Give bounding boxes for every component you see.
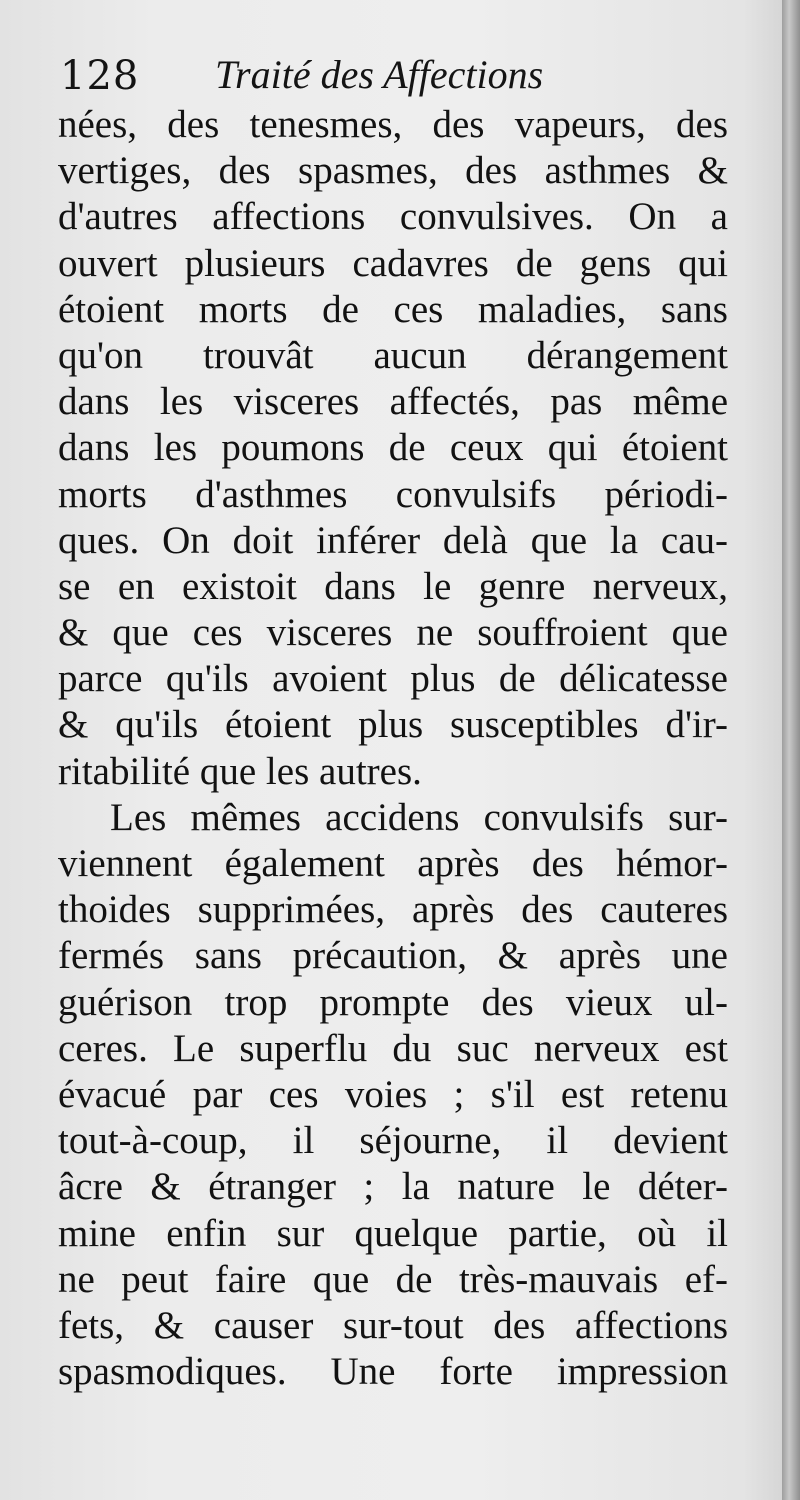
page-header xyxy=(60,45,740,105)
text-line: évacué par ces voies ; s'il est retenu xyxy=(58,1072,728,1116)
text-line: & qu'ils étoient plus susceptibles d'ir- xyxy=(58,703,728,747)
text-line: Les mêmes accidens convulsifs sur- xyxy=(110,795,728,839)
text-line: ne peut faire que de très-mauvais ef- xyxy=(58,1257,728,1301)
text-line: ritabilité que les autres. xyxy=(58,749,422,793)
text-line: se en existoit dans le genre nerveux, xyxy=(58,564,728,608)
text-line: étoient morts de ces maladies, sans xyxy=(58,287,728,331)
paragraph-1 xyxy=(58,102,728,795)
paragraph-2 xyxy=(58,795,728,1395)
page-number: 128 xyxy=(60,53,140,99)
book-gutter xyxy=(782,0,800,1500)
text-line: qu'on trouvât aucun dérangement xyxy=(58,333,728,377)
text-line: dans les visceres affectés, pas même xyxy=(58,380,728,424)
text-line: nées, des tenesmes, des vapeurs, des xyxy=(58,103,728,146)
text-line: morts d'asthmes convulsifs périodi- xyxy=(58,472,728,516)
text-line: ouvert plusieurs cadavres de gens qui xyxy=(58,241,728,285)
text-line: tout-à-coup, il séjourne, il devient xyxy=(58,1119,728,1163)
text-line: ques. On doit inférer delà que la cau- xyxy=(58,518,728,562)
text-line: guérison trop prompte des vieux ul- xyxy=(58,980,728,1024)
text-line: mine enfin sur quelque partie, où il xyxy=(58,1211,728,1255)
text-line: âcre & étranger ; la nature le déter- xyxy=(58,1165,728,1209)
text-line: dans les poumons de ceux qui étoient xyxy=(58,426,728,470)
running-title: Traité des Affections xyxy=(215,52,544,97)
text-line: ceres. Le superflu du suc nerveux est xyxy=(58,1026,728,1070)
text-line: thoides supprimées, après des cauteres xyxy=(58,888,728,932)
text-line: vertiges, des spasmes, des asthmes & xyxy=(58,149,728,193)
text-line: viennent également après des hémor- xyxy=(58,842,728,885)
text-line: d'autres affections convulsives. On a xyxy=(58,195,728,239)
text-line: & que ces visceres ne souffroient que xyxy=(58,611,728,655)
body-text xyxy=(58,102,728,1395)
text-line: spasmodiques. Une forte impression xyxy=(58,1350,728,1394)
text-line: parce qu'ils avoient plus de délicatesse xyxy=(58,657,728,701)
text-line: fets, & causer sur-tout des affections xyxy=(58,1303,728,1347)
text-line: fermés sans précaution, & après une xyxy=(58,934,728,978)
